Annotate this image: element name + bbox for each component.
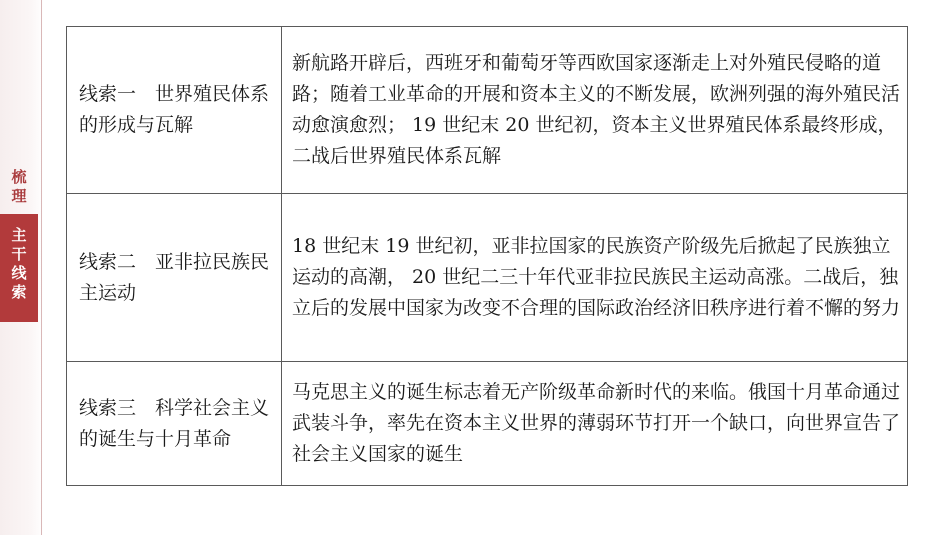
table-row [67,194,908,362]
tab-main-clues[interactable] [0,214,38,322]
tab-review-char: 理 [11,187,27,205]
table-row [67,27,908,194]
clue-label: 线索一 世界殖民体系的形成与瓦解 [67,27,282,194]
tab-main-clues-char: 线 [11,264,27,282]
tab-review[interactable] [0,162,38,212]
tab-main-clues-char: 干 [11,245,27,263]
clue-label: 线索二 亚非拉民族民主运动 [67,194,282,362]
table-row [67,362,908,486]
clue-content: 新航路开辟后，西班牙和葡萄牙等西欧国家逐渐走上对外殖民侵略的道路；随着工业革命的开展和资本主义的不断发展，欧洲列强的海外殖民活动愈演愈烈； 19 世纪末 20 世纪初，资本主义世界殖民体系最终形成，二战后世界殖民体系瓦解 [282,27,908,194]
sidebar-divider [41,0,42,535]
tab-review-char: 梳 [11,168,27,186]
clue-content: 18 世纪末 19 世纪初，亚非拉国家的民族资产阶级先后掀起了民族独立运动的高潮， 20 世纪二三十年代亚非拉民族民主运动高涨。二战后，独立后的发展中国家为改变不合理的国际政治经济旧秩序进行着不懈的努力 [282,194,908,362]
clues-table [66,26,908,486]
tab-main-clues-char: 索 [11,283,27,301]
clue-content: 马克思主义的诞生标志着无产阶级革命新时代的来临。俄国十月革命通过武装斗争，率先在资本主义世界的薄弱环节打开一个缺口，向世界宣告了社会主义国家的诞生 [282,362,908,486]
clue-label: 线索三 科学社会主义的诞生与十月革命 [67,362,282,486]
tab-main-clues-char: 主 [11,226,27,244]
